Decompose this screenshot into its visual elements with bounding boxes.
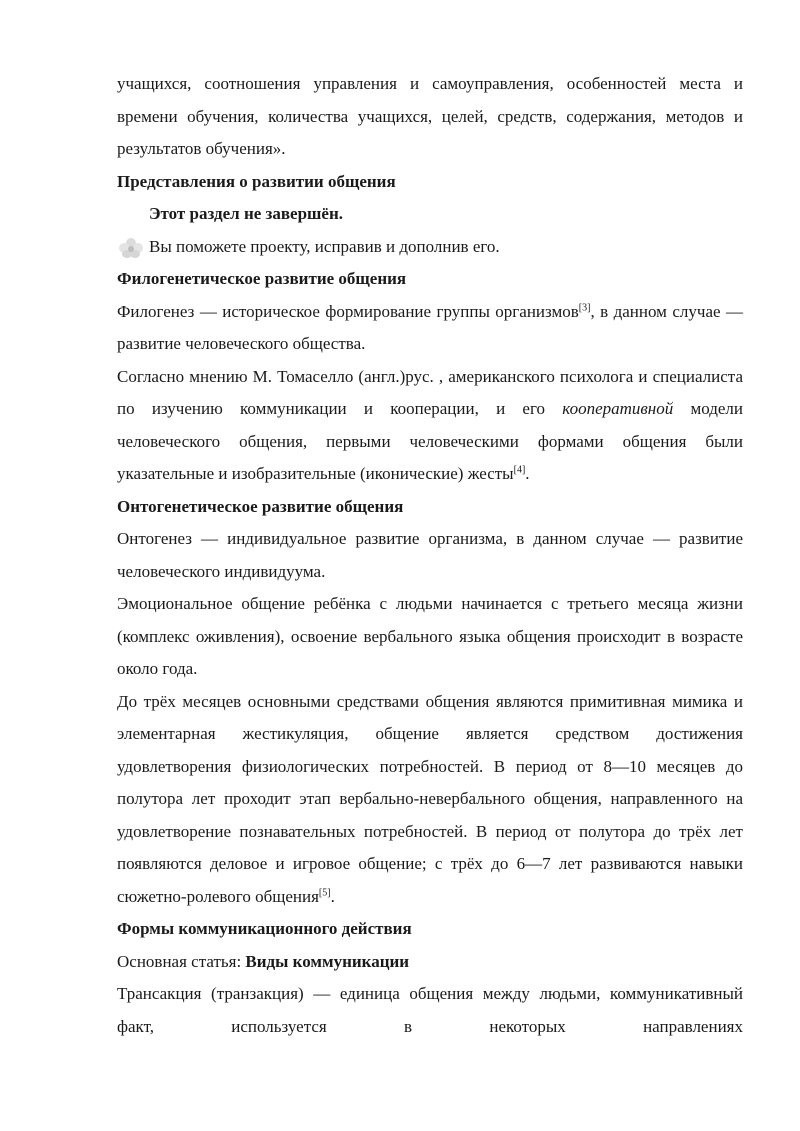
incomplete-section-notice [117,198,743,263]
paragraph-text: , в данном случае — развитие человеческого общества. [117,301,743,353]
notice-title: Этот раздел не завершён. [149,204,343,223]
paragraph-text: Филогенез — историческое формирование группы организмов [117,301,579,321]
paragraph-text: . [525,464,530,483]
footnote-ref[interactable]: [5] [318,886,331,898]
section-heading: Онтогенетическое развитие общения [117,496,404,516]
footnote-ref[interactable]: [4] [513,464,526,476]
main-article-label: Основная статья: [117,951,246,971]
paragraph: Онтогенез — индивидуальное развитие организма, в данном случае — развитие человеческого индивидуума. [117,529,743,581]
paragraph [117,361,743,491]
paragraph [117,296,743,361]
footnote-ref[interactable]: [3] [578,301,591,313]
paragraph [117,686,743,914]
paragraph-text: До трёх месяцев основными средствами общения являются примитивная мимика и элементарная жестикуляция, общение является средством достижения удовлетворения физиологических потребностей. В период от 8—10 месяцев до полутора лет проходит этап вербально-невербального общения, направленного на удовлетворение познавательных потребностей. В период от полутора до трёх лет появляются деловое и игровое общение; с трёх до 6—7 лет развиваются навыки сюжетно-ролевого общения [117,691,743,906]
section-heading: Филогенетическое развитие общения [117,269,407,288]
paragraph: учащихся, соотношения управления и самоуправления, особенностей места и времени обучения, количества учащихся, целей, средств, содержания, методов и результатов обучения». [117,74,743,158]
main-article-note [117,946,743,979]
notice-text: Вы поможете проекту, исправив и дополнив его. [149,236,500,256]
main-article-link[interactable]: Виды коммуникации [245,951,410,971]
paragraph: Эмоциональное общение ребёнка с людьми начинается с третьего месяца жизни (комплекс оживления), освоение вербального языка общения происходит в возрасте около года. [117,594,743,678]
italic-term: кооперативной [562,399,674,418]
paragraph-text: Согласно мнению М. Томаселло (англ.)рус. , американского психолога и специалиста по изучению коммуникации и кооперации, и его [117,366,743,418]
section-heading: Представления о развитии общения [117,171,396,191]
document-page [117,68,743,1043]
paragraph: Трансакция (транзакция) — единица общения между людьми, коммуникативный факт, используется в некоторых направлениях [117,984,743,1036]
paragraph-text: . [330,886,335,906]
paragraph-text: модели человеческого общения, первыми человеческими формами общения были указательные и изобразительные (иконические) жесты [117,399,744,483]
flower-icon [117,235,145,259]
section-heading: Формы коммуникационного действия [117,919,412,938]
